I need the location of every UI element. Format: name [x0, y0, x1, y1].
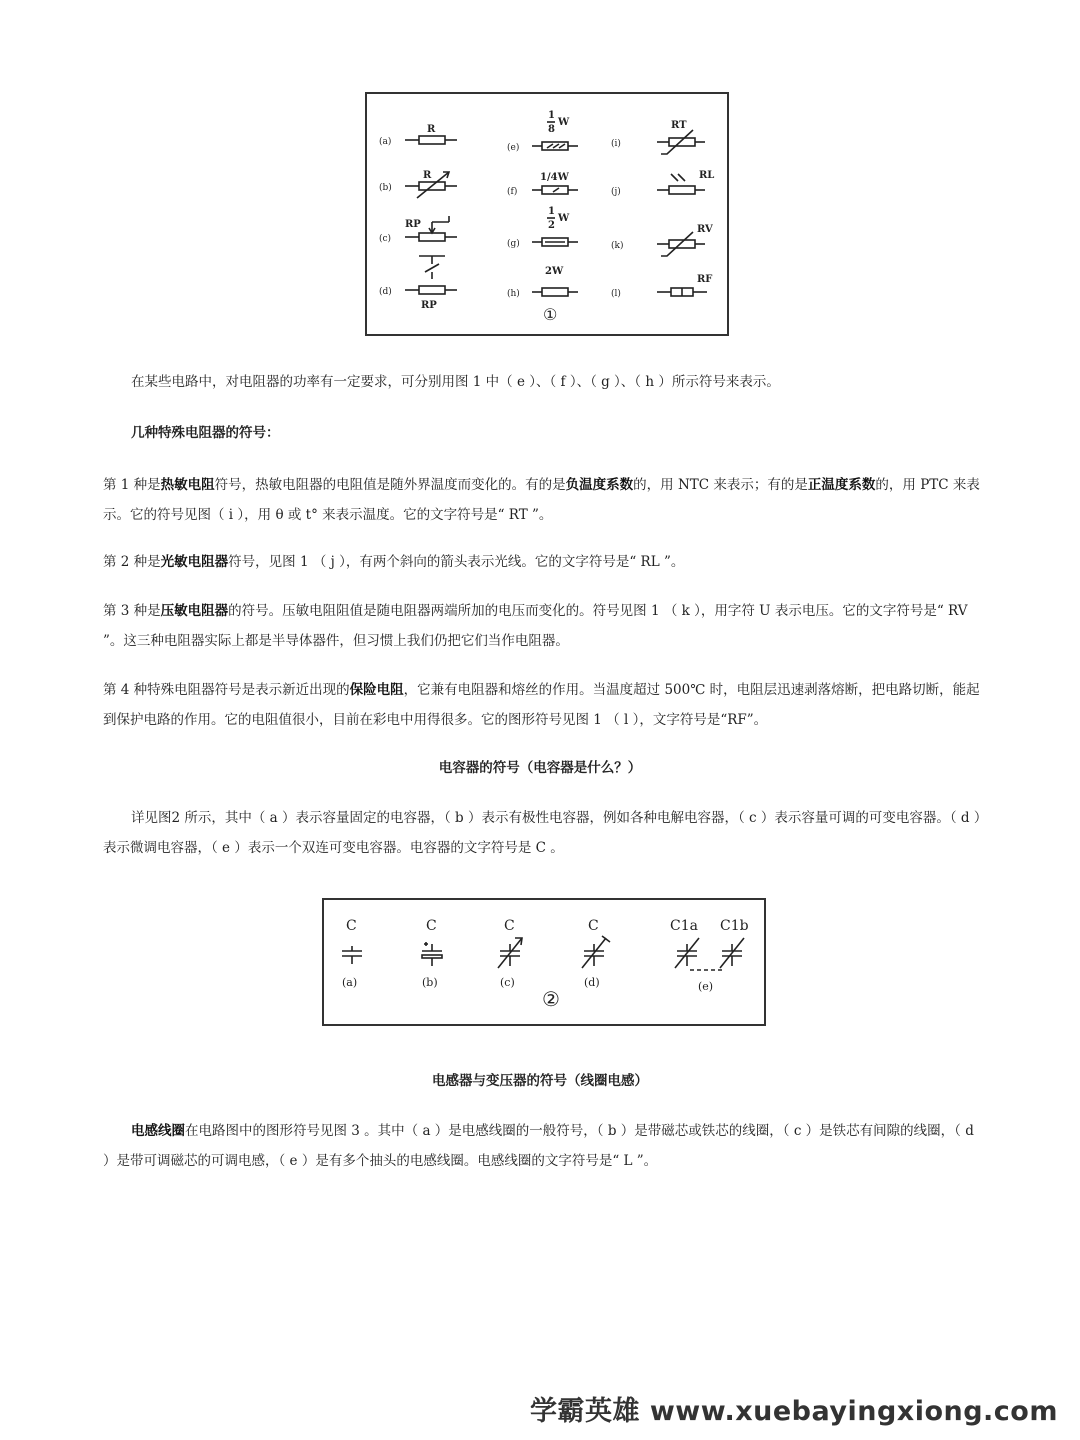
p3-text-2: 符号，见图 1 （ j ），有两个斜向的箭头表示光线。它的文字符号是“ RL ”。: [228, 554, 685, 570]
fig1-sym-g-unit: W: [558, 213, 570, 224]
fig1-sym-e-den: 8: [548, 124, 555, 135]
paragraph-photoresistor: [103, 547, 983, 577]
term-photoresistor: 光敏电阻器: [160, 554, 229, 570]
fig2-number: ②: [542, 987, 560, 1011]
fig2-label-e: (e): [698, 980, 714, 993]
fig1-label-c: (c): [379, 234, 392, 244]
fig1-sym-f: 1/4W: [540, 172, 569, 183]
fig2-sym-d: C: [588, 918, 599, 934]
fig1-sym-k: RV: [697, 224, 713, 235]
p2-text-2: 符号，热敏电阻器的电阻值是随外界温度而变化的。有的是: [214, 477, 566, 493]
fig2-label-d: (d): [584, 976, 600, 989]
figure-1-resistor-symbols: [365, 92, 729, 336]
fig2-label-b: (b): [422, 976, 438, 989]
fig2-sym-b: C: [426, 918, 437, 934]
fig1-label-a: (a): [379, 137, 392, 147]
fig1-sym-g-den: 2: [548, 220, 555, 231]
figure-2-drawing: [324, 900, 764, 1024]
fig1-sym-j: RL: [699, 170, 715, 181]
fig2-sym-e1: C1a: [670, 918, 698, 934]
p4-text-1: 第 3 种是: [103, 603, 161, 619]
p2-text-1: 第 1 种是: [103, 477, 161, 493]
paragraph-fuse-resistor: [103, 675, 983, 735]
term-inductor-coil: 电感线圈: [131, 1123, 185, 1139]
fig1-sym-d: RP: [421, 300, 437, 311]
term-ptc: 正温度系数: [807, 477, 876, 493]
p7-text-1: 在电路图中的图形符号见图 3 。其中（ a ）是电感线圈的一般符号，（ b ）是带磁芯或铁芯的线圈，（ c ）是铁芯有间隙的线圈，（ d ）是带可调磁芯的可调电感，（ e ）是有多个抽头的电感线圈。电感线圈的文字符号是“ L ”。: [103, 1123, 974, 1169]
term-fuse-resistor: 保险电阻: [349, 682, 404, 698]
p2-text-4: 的，用 PTC 来表示。它的符号见图（ i ），用 θ 或 t° 来表示温度。它的文字符号是“ RT ”。: [103, 477, 980, 523]
fig1-sym-l: RF: [697, 274, 713, 285]
figure-2-capacitor-symbols: [322, 898, 766, 1026]
fig2-sym-e2: C1b: [720, 918, 749, 934]
fig1-label-e: (e): [507, 143, 520, 153]
fig1-sym-b: R: [423, 170, 432, 181]
p5-text-1: 第 4 种特殊电阻器符号是表示新近出现的: [103, 682, 350, 698]
fig1-label-l: (l): [611, 289, 621, 299]
p5-text-2: ，它兼有电阻器和熔丝的作用。当温度超过 500℃ 时，电阻层迅速剥落熔断，把电路切断，能起到保护电路的作用。它的电阻值很小，目前在彩电中用得很多。它的图形符号见图 1 （ l ），文字符号是“RF”。: [103, 682, 980, 728]
fig1-sym-a: R: [427, 124, 436, 135]
term-thermistor: 热敏电阻: [160, 477, 215, 493]
paragraph-capacitor: 详见图2 所示，其中（ a ）表示容量固定的电容器，（ b ）表示有极性电容器，例如各种电解电容器，（ c ）表示容量可调的可变电容器。（ d ）表示微调电容器，（ e ）表示一个双连可变电容器。电容器的文字符号是 C 。: [103, 810, 981, 856]
fig1-number: ①: [543, 305, 558, 324]
fig1-sym-c: RP: [405, 219, 421, 230]
p2-text-3: 的，用 NTC 来表示；有的是: [633, 477, 808, 493]
fig1-label-d: (d): [379, 287, 392, 297]
figure-1-drawing: [367, 94, 727, 334]
fig2-sym-c: C: [504, 918, 515, 934]
fig2-label-a: (a): [342, 976, 358, 989]
heading-inductor: 电感器与变压器的符号（线圈电感）: [432, 1073, 648, 1089]
paragraph-inductor: [103, 1116, 983, 1176]
fig1-label-g: (g): [507, 239, 520, 249]
fig1-sym-i: RT: [671, 120, 687, 131]
fig1-sym-e-num: 1: [548, 110, 555, 121]
fig1-label-i: (i): [611, 139, 621, 149]
fig1-label-h: (h): [507, 289, 520, 299]
heading-capacitor: 电容器的符号（电容器是什么？）: [438, 760, 642, 776]
fig1-sym-e-unit: W: [558, 117, 570, 128]
term-varistor: 压敏电阻器: [160, 603, 229, 619]
fig2-sym-a: C: [346, 918, 357, 934]
heading-special-resistors: 几种特殊电阻器的符号：: [131, 425, 280, 441]
p4-text-2: 的符号。压敏电阻阻值是随电阻器两端所加的电压而变化的。符号见图 1 （ k ），用字符 U 表示电压。它的文字符号是“ RV ”。这三种电阻器实际上都是半导体器件，但习惯上我们仍把它们当作电阻器。: [103, 603, 968, 649]
paragraph-thermistor: [103, 470, 983, 530]
p3-text-1: 第 2 种是: [103, 554, 161, 570]
paragraph-varistor: [103, 596, 983, 656]
fig1-label-f: (f): [507, 187, 518, 197]
site-watermark: 学霸英雄 www.xuebayingxiong.com: [529, 1396, 1058, 1427]
fig1-label-j: (j): [611, 187, 621, 197]
term-ntc: 负温度系数: [565, 477, 634, 493]
fig1-sym-g-num: 1: [548, 206, 555, 217]
fig1-label-b: (b): [379, 183, 392, 193]
fig1-sym-h: 2W: [545, 266, 564, 277]
paragraph-power-symbols: 在某些电路中，对电阻器的功率有一定要求，可分别用图 1 中（ e ）、（ f ）、（ g ）、（ h ）所示符号来表示。: [131, 374, 780, 390]
fig1-label-k: (k): [611, 241, 624, 251]
fig2-label-c: (c): [500, 976, 515, 989]
